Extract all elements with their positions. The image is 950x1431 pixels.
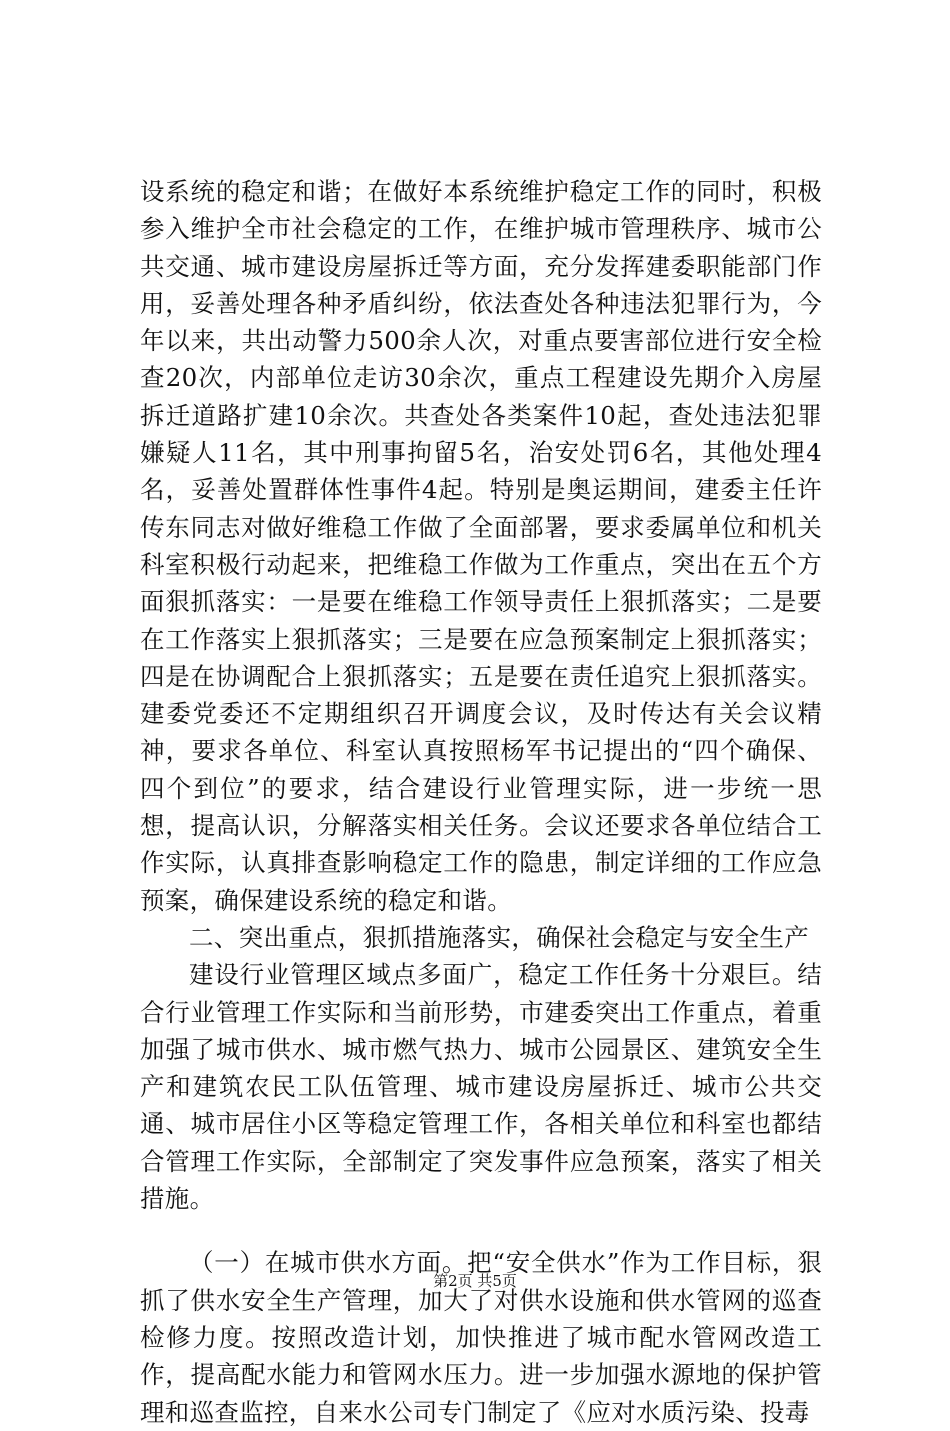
- page-number-footer: 第2页 共5页: [433, 1272, 517, 1290]
- paragraph-industry-management: 建设行业管理区域点多面广，稳定工作任务十分艰巨。结合行业管理工作实际和当前形势，市建委突出工作重点，着重加强了城市供水、城市燃气热力、城市公园景区、建筑安全生产和建筑农民工队伍管理、城市建设房屋拆迁、城市公共交通、城市居住小区等稳定管理工作，各相关单位和科室也都结合管理工作实际，全部制定了突发事件应急预案，落实了相关措施。: [140, 960, 822, 1214]
- document-body: [140, 173, 822, 1431]
- paragraph-stability-work: 设系统的稳定和谐；在做好本系统维护稳定工作的同时，积极参入维护全市社会稳定的工作，在维护城市管理秩序、城市公共交通、城市建设房屋拆迁等方面，充分发挥建委职能部门作用，妥善处理各种矛盾纠纷，依法查处各种违法犯罪行为，今年以来，共出动警力500余人次，对重点要害部位进行安全检查20次，内部单位走访30余次，重点工程建设先期介入房屋拆迁道路扩建10余次。共查处各类案件10起，查处违法犯罪嫌疑人11名，其中刑事拘留5名，治安处罚6名，其他处理4名，妥善处置群体性事件4起。特别是奥运期间，建委主任许传东同志对做好维稳工作做了全面部署，要求委属单位和机关科室积极行动起来，把维稳工作做为工作重点，突出在五个方面狠抓落实：一是要在维稳工作领导责任上狠抓落实；二是要在工作落实上狠抓落实；三是要在应急预案制定上狠抓落实；四是在协调配合上狠抓落实；五是要在责任追究上狠抓落实。建委党委还不定期组织召开调度会议，及时传达有关会议精神，要求各单位、科室认真按照杨军书记提出的“四个确保、四个到位”的要求，结合建设行业管理实际，进一步统一思想，提高认识，分解落实相关任务。会议还要求各单位结合工作实际，认真排查影响稳定工作的隐患，制定详细的工作应急预案，确保建设系统的稳定和谐。: [140, 177, 822, 915]
- paragraph-water-supply: （一）在城市供水方面。把“安全供水”作为工作目标，狠抓了供水安全生产管理，加大了对供水设施和供水管网的巡查检修力度。按照改造计划，加快推进了城市配水管网改造工作，提高配水能力和管网水压力。进一步加强水源地的保护管理和巡查监控，自来水公司专门制定了《应对水质污染、投毒: [140, 1248, 822, 1427]
- paragraph-spacer: [140, 1217, 822, 1244]
- section-heading-two: 二、突出重点，狠抓措施落实，确保社会稳定与安全生产: [189, 922, 809, 952]
